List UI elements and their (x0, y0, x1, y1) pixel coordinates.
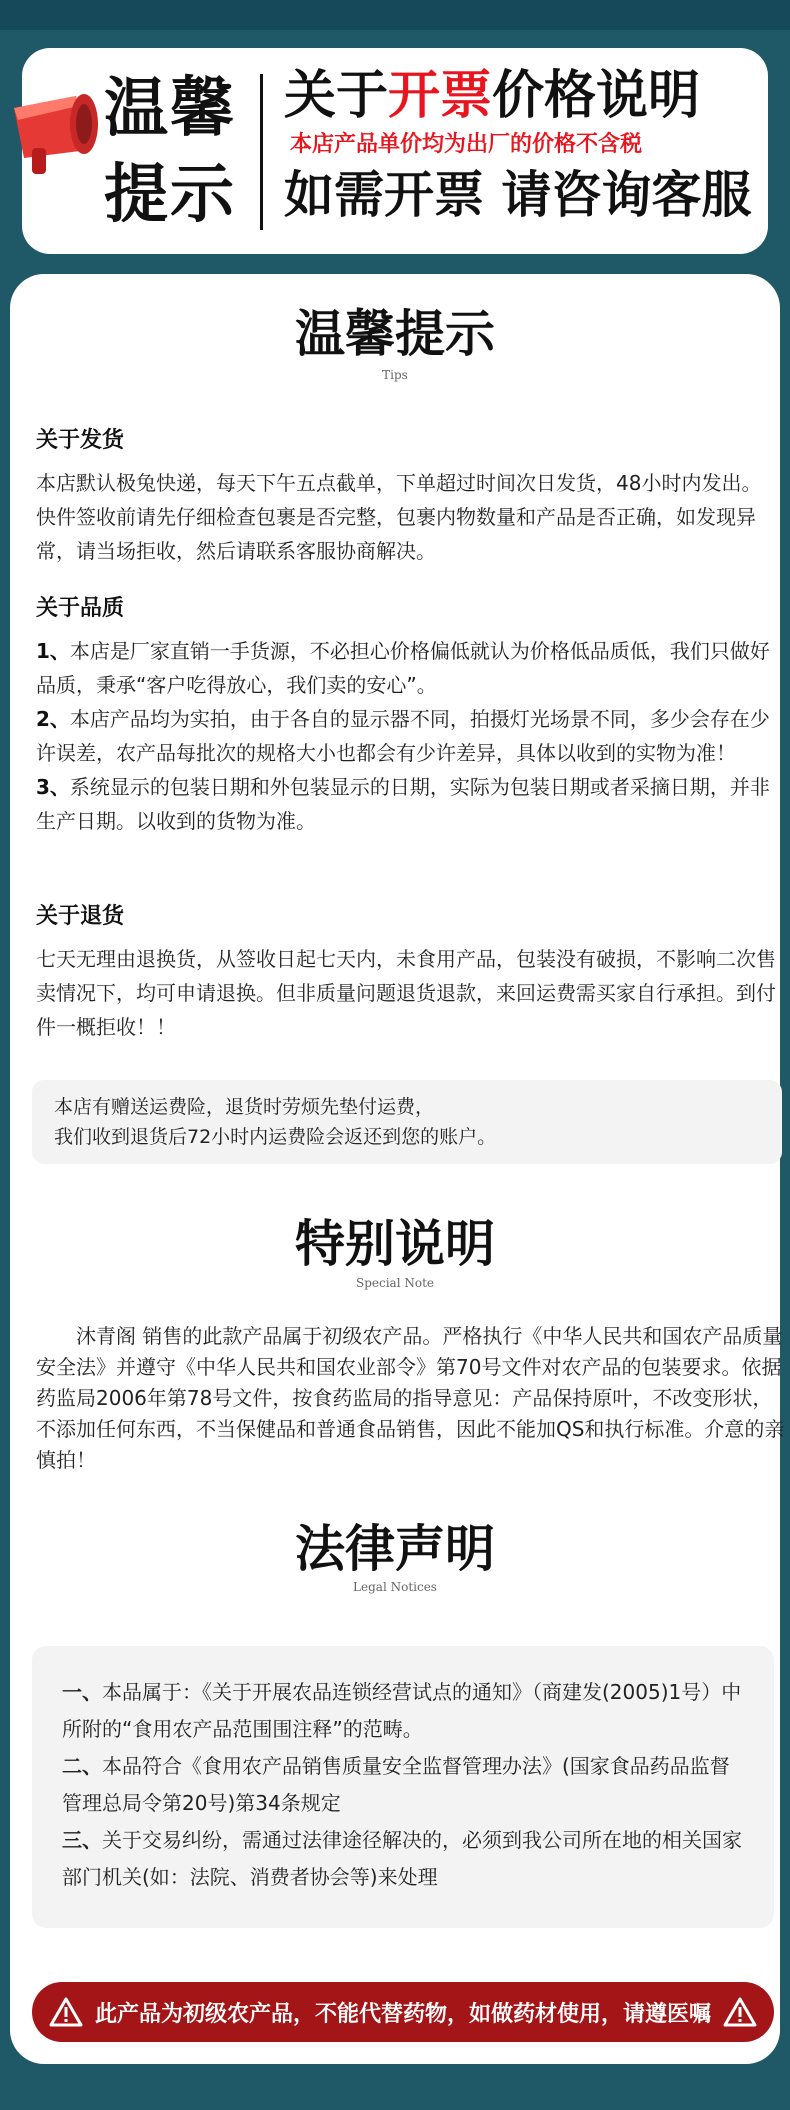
banner-title-b: 价格说明 (492, 66, 701, 126)
medical-warning-bar (32, 1982, 774, 2042)
banner-left-title (104, 66, 274, 238)
legal-item-num: 二、 (62, 1754, 102, 1778)
shipping-section (36, 424, 776, 568)
legal-item (62, 1822, 744, 1896)
returns-section (36, 900, 776, 1044)
returns-heading: 关于退货 (36, 904, 125, 929)
special-subtitle: Special Note (355, 1276, 435, 1290)
banner-title (284, 64, 754, 128)
quality-item-text: 本店产品均为实拍，由于各自的显示器不同，拍摄灯光场景不同，多少会存在少许误差，农产品每批次的规格大小也都会有少许差异，具体以收到的实物为准！ (36, 707, 770, 765)
legal-item-text: 本品属于：《关于开展农品连锁经营试点的通知》（商建发(2005)1号）中所附的“食用农产品范围围注释”的范畴。 (62, 1680, 742, 1741)
special-text: 沐青阁 销售的此款产品属于初级农产品。严格执行《中华人民共和国农产品质量安全法》并遵守《中华人民共和国农业部令》第70号文件对农产品的包装要求。依据药监局2006年第78号文件，按食药监局的指导意见：产品保持原叶，不改变形状，不添加任何东西，不当保健品和普通食品销售，因此不能加QS和执行标准。介意的亲慎拍！ (36, 1324, 785, 1472)
special-title: 特别说明 (295, 1214, 495, 1273)
quality-item-text: 系统显示的包装日期和外包装显示的日期，实际为包装日期或者采摘日期，并非生产日期。以收到的货物为准。 (36, 775, 770, 833)
banner-title-a: 关于 (284, 66, 389, 126)
banner-title-red: 开票 (388, 66, 493, 126)
banner-left-line1: 温馨 (104, 72, 236, 146)
legal-subtitle: Legal Notices (353, 1580, 437, 1594)
returns-text: 七天无理由退换货，从签收日起七天内，未食用产品，包装没有破损，不影响二次售卖情况下，均可申请退换。但非质量问题退货退款，来回运费需买家自行承担。到付件一概拒收！！ (36, 947, 776, 1039)
banner-left-line2: 提示 (104, 158, 236, 232)
warning-triangle-icon (723, 1997, 757, 2027)
tips-subtitle: Tips (382, 368, 408, 382)
banner-divider (260, 74, 263, 230)
shipping-text: 本店默认极兔快递，每天下午五点截单，下单超过时间次日发货，48小时内发出。快件签收前请先仔细检查包裹是否完整，包裹内物数量和产品是否正确，如发现异常，请当场拒收，然后请联系客服协商解决。 (36, 471, 762, 563)
content-card (10, 274, 785, 2064)
legal-item (62, 1748, 744, 1822)
quality-item-num: 2、 (36, 707, 70, 731)
banner-right (284, 64, 754, 228)
bottom-strip (0, 2080, 790, 2110)
quality-item-num: 1、 (36, 639, 70, 663)
legal-item (62, 1674, 744, 1748)
warning-triangle-icon (49, 1997, 83, 2027)
note-line1: 本店有赠送运费险，退货时劳烦先垫付运费， (54, 1096, 435, 1118)
legal-item-num: 三、 (62, 1828, 102, 1852)
top-strip (0, 0, 790, 30)
note-line2: 我们收到退货后72小时内运费险会返还到您的账户。 (54, 1126, 497, 1148)
quality-item-num: 3、 (36, 775, 70, 799)
legal-title: 法律声明 (295, 1519, 495, 1578)
quality-item (36, 634, 776, 702)
quality-item-text: 本店是厂家直销一手货源，不必担心价格偏低就认为价格低品质低，我们只做好品质，秉承“客户吃得放心，我们卖的安心”。 (36, 639, 770, 697)
shipping-insurance-note (32, 1080, 782, 1164)
tips-title: 温馨提示 (295, 304, 495, 363)
banner-subtitle: 本店产品单价均为出厂的价格不含税 (290, 132, 643, 157)
legal-item-num: 一、 (62, 1680, 102, 1704)
banner-contact-line: 如需开票 请咨询客服 (284, 166, 752, 224)
quality-item (36, 770, 776, 838)
quality-item (36, 702, 776, 770)
quality-heading: 关于品质 (36, 596, 125, 621)
legal-box (32, 1646, 774, 1928)
legal-item-text: 本品符合《食用农产品销售质量安全监督管理办法》(国家食品药品监督管理总局令第20号)第34条规定 (62, 1754, 730, 1815)
invoice-banner (22, 48, 768, 254)
warning-text: 此产品为初级农产品，不能代替药物，如做药材使用，请遵医嘱 (94, 2001, 711, 2027)
legal-item-text: 关于交易纠纷，需通过法律途径解决的，必须到我公司所在地的相关国家部门机关(如：法院、消费者协会等)来处理 (62, 1828, 742, 1889)
quality-section (36, 592, 776, 838)
shipping-heading: 关于发货 (36, 428, 125, 453)
